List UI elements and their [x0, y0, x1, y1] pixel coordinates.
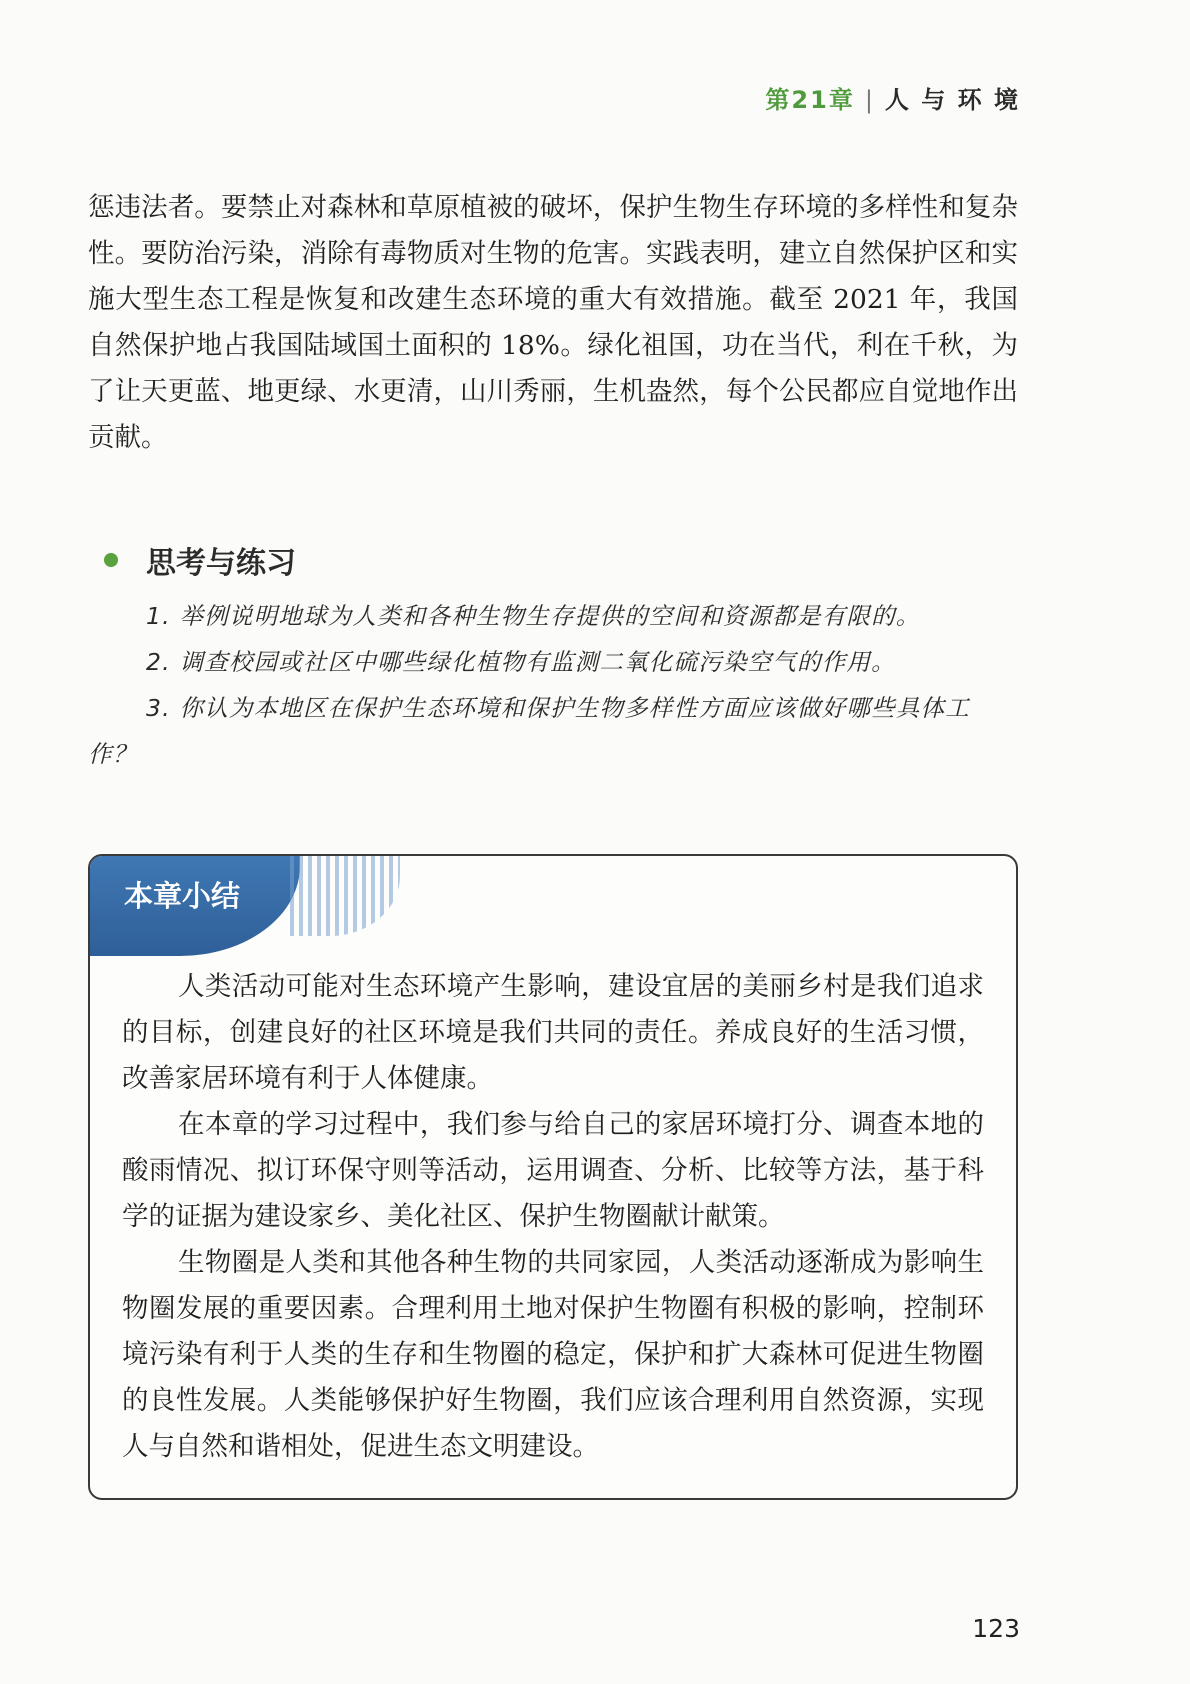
header-separator: | [864, 86, 875, 114]
exercise-list [88, 593, 1018, 777]
summary-tab-stripes [290, 856, 400, 936]
chapter-title: 人 与 环 境 [884, 86, 1020, 114]
summary-label: 本章小结 [124, 879, 241, 913]
summary-text [122, 964, 984, 1470]
green-bullet-icon [104, 553, 118, 567]
summary-paragraph: 人类活动可能对生态环境产生影响，建设宜居的美丽乡村是我们追求的目标，创建良好的社区环境是我们共同的责任。养成良好的生活习惯，改善家居环境有利于人体健康。 [122, 971, 984, 1094]
exercise-section-heading [104, 538, 296, 582]
chapter-summary-box [88, 854, 1018, 1500]
chapter-number: 第21章 [765, 86, 855, 114]
summary-paragraph: 生物圈是人类和其他各种生物的共同家园，人类活动逐渐成为影响生物圈发展的重要因素。合理利用土地对保护生物圈有积极的影响，控制环境污染有利于人类的生存和生物圈的稳定，保护和扩大森林可促进生物圈的良性发展。人类能够保护好生物圈，我们应该合理利用自然资源，实现人与自然和谐相处，促进生态文明建设。 [122, 1247, 984, 1462]
body-paragraph: 惩违法者。要禁止对森林和草原植被的破坏，保护生物生存环境的多样性和复杂性。要防治污染，消除有毒物质对生物的危害。实践表明，建立自然保护区和实施大型生态工程是恢复和改建生态环境的重大有效措施。截至 2021 年，我国自然保护地占我国陆域国土面积的 18%。绿化祖国，功在当代，利在千秋，为了让天更蓝、地更绿、水更清，山川秀丽，生机盎然，每个公民都应自觉地作出贡献。 [88, 192, 1018, 453]
summary-paragraph: 在本章的学习过程中，我们参与给自己的家居环境打分、调查本地的酸雨情况、拟订环保守则等活动，运用调查、分析、比较等方法，基于科学的证据为建设家乡、美化社区、保护生物圈献计献策。 [122, 1109, 984, 1232]
exercise-item: 3. 你认为本地区在保护生态环境和保护生物多样性方面应该做好哪些具体工作？ [88, 694, 970, 768]
exercise-item: 2. 调查校园或社区中哪些绿化植物有监测二氧化硫污染空气的作用。 [146, 648, 896, 676]
exercise-item: 1. 举例说明地球为人类和各种生物生存提供的空间和资源都是有限的。 [146, 602, 921, 630]
running-header [765, 80, 1020, 115]
exercise-title: 思考与练习 [146, 546, 296, 581]
page-number: 123 [972, 1614, 1020, 1643]
